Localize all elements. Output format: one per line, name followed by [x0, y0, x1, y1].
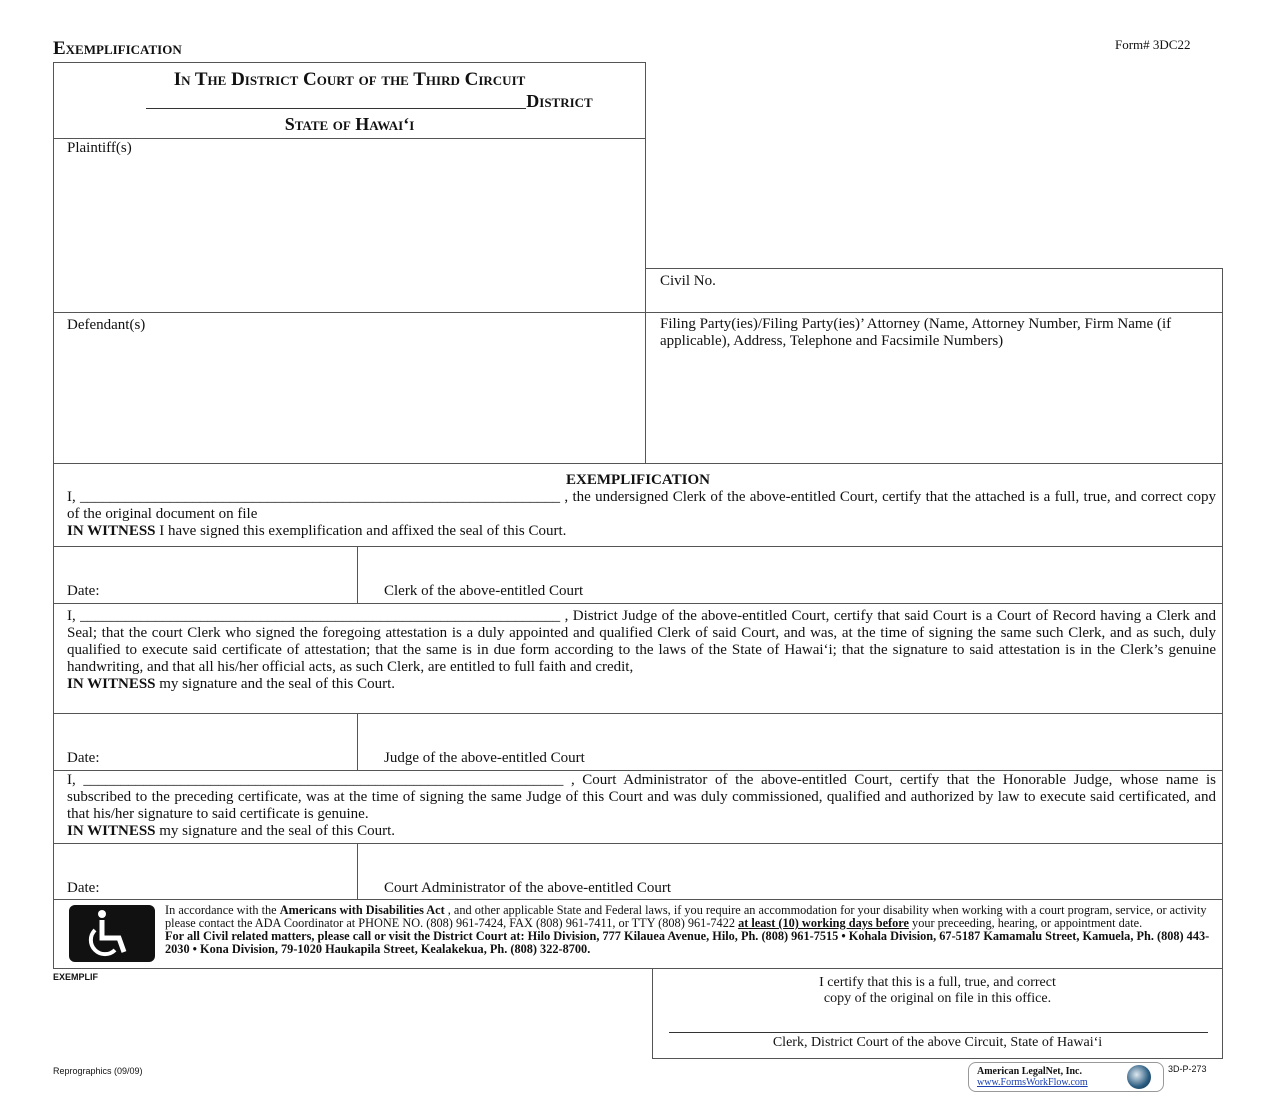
- signer-label: Clerk of the above-entitled Court: [384, 583, 584, 599]
- date-label: Date:: [67, 583, 100, 599]
- ada-notice: [53, 899, 1223, 969]
- witness-label: IN WITNESS: [67, 523, 156, 539]
- judge-signature-field[interactable]: [357, 713, 1223, 771]
- logo-url[interactable]: www.FormsWorkFlow.com: [977, 1077, 1088, 1088]
- clerk-date-field[interactable]: [53, 546, 358, 604]
- ada-act: Americans with Disabilities Act: [279, 903, 445, 917]
- court-caption: [53, 62, 646, 139]
- ada-deadline: at least (10) working days before: [738, 916, 909, 930]
- witness-text: my signature and the seal of this Court.: [155, 676, 396, 692]
- witness-text: I have signed this exemplification and affixed the seal of this Court.: [155, 523, 567, 539]
- reprographics-label: Reprographics (09/09): [53, 1066, 143, 1076]
- ada-text: , and other applicable State and Federal laws, if you require an accommodation for your disability when working with a court program, service, or activity please contact the ADA Coordinator at PHONE NO. (808) 961-7424, FAX (808) 961-7411, or TTY (808) 961-7422: [165, 903, 1207, 930]
- certify-text: copy of the original on file in this office.: [823, 991, 1052, 1006]
- signer-label: Judge of the above-entitled Court: [384, 750, 585, 766]
- clerk-certificate: [53, 463, 1223, 547]
- witness-label: IN WITNESS: [67, 823, 156, 839]
- witness-text: my signature and the seal of this Court.: [155, 823, 396, 839]
- date-label: Date:: [67, 880, 100, 896]
- plaintiff-section[interactable]: [53, 138, 646, 313]
- defendant-label: Defendant(s): [67, 317, 146, 333]
- admin-date-field[interactable]: [53, 843, 358, 900]
- logo-name: American LegalNet, Inc.: [977, 1066, 1082, 1077]
- civil-no-label: Civil No.: [660, 273, 716, 289]
- civil-no-field[interactable]: [645, 268, 1223, 313]
- civil-contact-info: For all Civil related matters, please call or visit the District Court at: Hilo Division, 777 Kilauea Avenue, Hilo, Ph. (808) 961-7515 • Kohala Division, 67-5187 Kamamalu Street, Kamuela, Ph. (808) 443-2030 • Kona Division, 79-1020 Haukapila Street, Kealakekua, Ph. (808) 322-8700.: [165, 929, 1210, 956]
- filing-party-section[interactable]: [645, 312, 1223, 464]
- form-title: Exemplification: [53, 38, 182, 59]
- clerk-signature-field[interactable]: [357, 546, 1223, 604]
- state-label: State of Hawai‘i: [284, 114, 415, 134]
- certify-box: [652, 968, 1223, 1059]
- date-label: Date:: [67, 750, 100, 766]
- judge-certificate: [53, 603, 1223, 714]
- court-name: In The District Court of the Third Circuit: [173, 69, 526, 90]
- admin-certificate: [53, 770, 1223, 844]
- section-heading: EXEMPLIFICATION: [566, 472, 710, 488]
- globe-icon: [1127, 1065, 1151, 1089]
- signature-line[interactable]: [669, 1032, 1208, 1033]
- page-code: 3D-P-273: [1168, 1064, 1207, 1074]
- admin-signature-field[interactable]: [357, 843, 1223, 900]
- legalnet-logo: [968, 1062, 1164, 1092]
- district-label: District: [526, 91, 593, 111]
- form-number: Form# 3DC22: [1115, 37, 1191, 52]
- clerk-text: I, ________________________________________________________________ , the undersigned Clerk of the above-entitled Court, certify that the attached is a full, true, and correct copy of the original document on file: [67, 489, 1216, 522]
- ada-text: your preceeding, hearing, or appointment date.: [908, 916, 1143, 930]
- signer-label: Court Administrator of the above-entitled Court: [384, 880, 672, 896]
- wheelchair-icon: [69, 905, 155, 962]
- filing-party-label: Filing Party(ies)/Filing Party(ies)’ Attorney (Name, Attorney Number, Firm Name (if applicable), Address, Telephone and Facsimile Numbers): [660, 316, 1172, 349]
- district-blank[interactable]: [146, 96, 526, 109]
- certify-signer: Clerk, District Court of the above Circuit, State of Hawai‘i: [772, 1035, 1103, 1050]
- witness-label: IN WITNESS: [67, 676, 156, 692]
- form-code: EXEMPLIF: [53, 972, 99, 982]
- defendant-section[interactable]: [53, 312, 646, 464]
- certify-text: I certify that this is a full, true, and correct: [819, 975, 1056, 990]
- judge-text: I, ________________________________________________________________ , District Judge of the above-entitled Court, certify that said Court is a Court of Record having a Clerk and Seal; that the court Clerk who signed the foregoing attestation is a duly appointed and qualified Clerk of said Court, and was, at the time of signing the same such Clerk, and as such, duly qualified to execute said certificate of attestation; that the same is in due form according to the laws of the State of Hawai‘i; that the signature to said attestation is in the Clerk’s genuine handwriting, and that all his/her official acts, as such Clerk, are entitled to full faith and credit,: [67, 608, 1216, 675]
- ada-text: In accordance with the: [165, 903, 280, 917]
- admin-text: I, ________________________________________________________________ , Court Administrator of the above-entitled Court, certify that the Honorable Judge, whose name is subscribed to the preceding certificate, was at the time of signing the same Judge of this Court and was duly commissioned, qualified and authorized by law to execute said certificated, and that his/her signature to said certificate is genuine.: [67, 772, 1216, 822]
- plaintiff-label: Plaintiff(s): [67, 140, 132, 156]
- judge-date-field[interactable]: [53, 713, 358, 771]
